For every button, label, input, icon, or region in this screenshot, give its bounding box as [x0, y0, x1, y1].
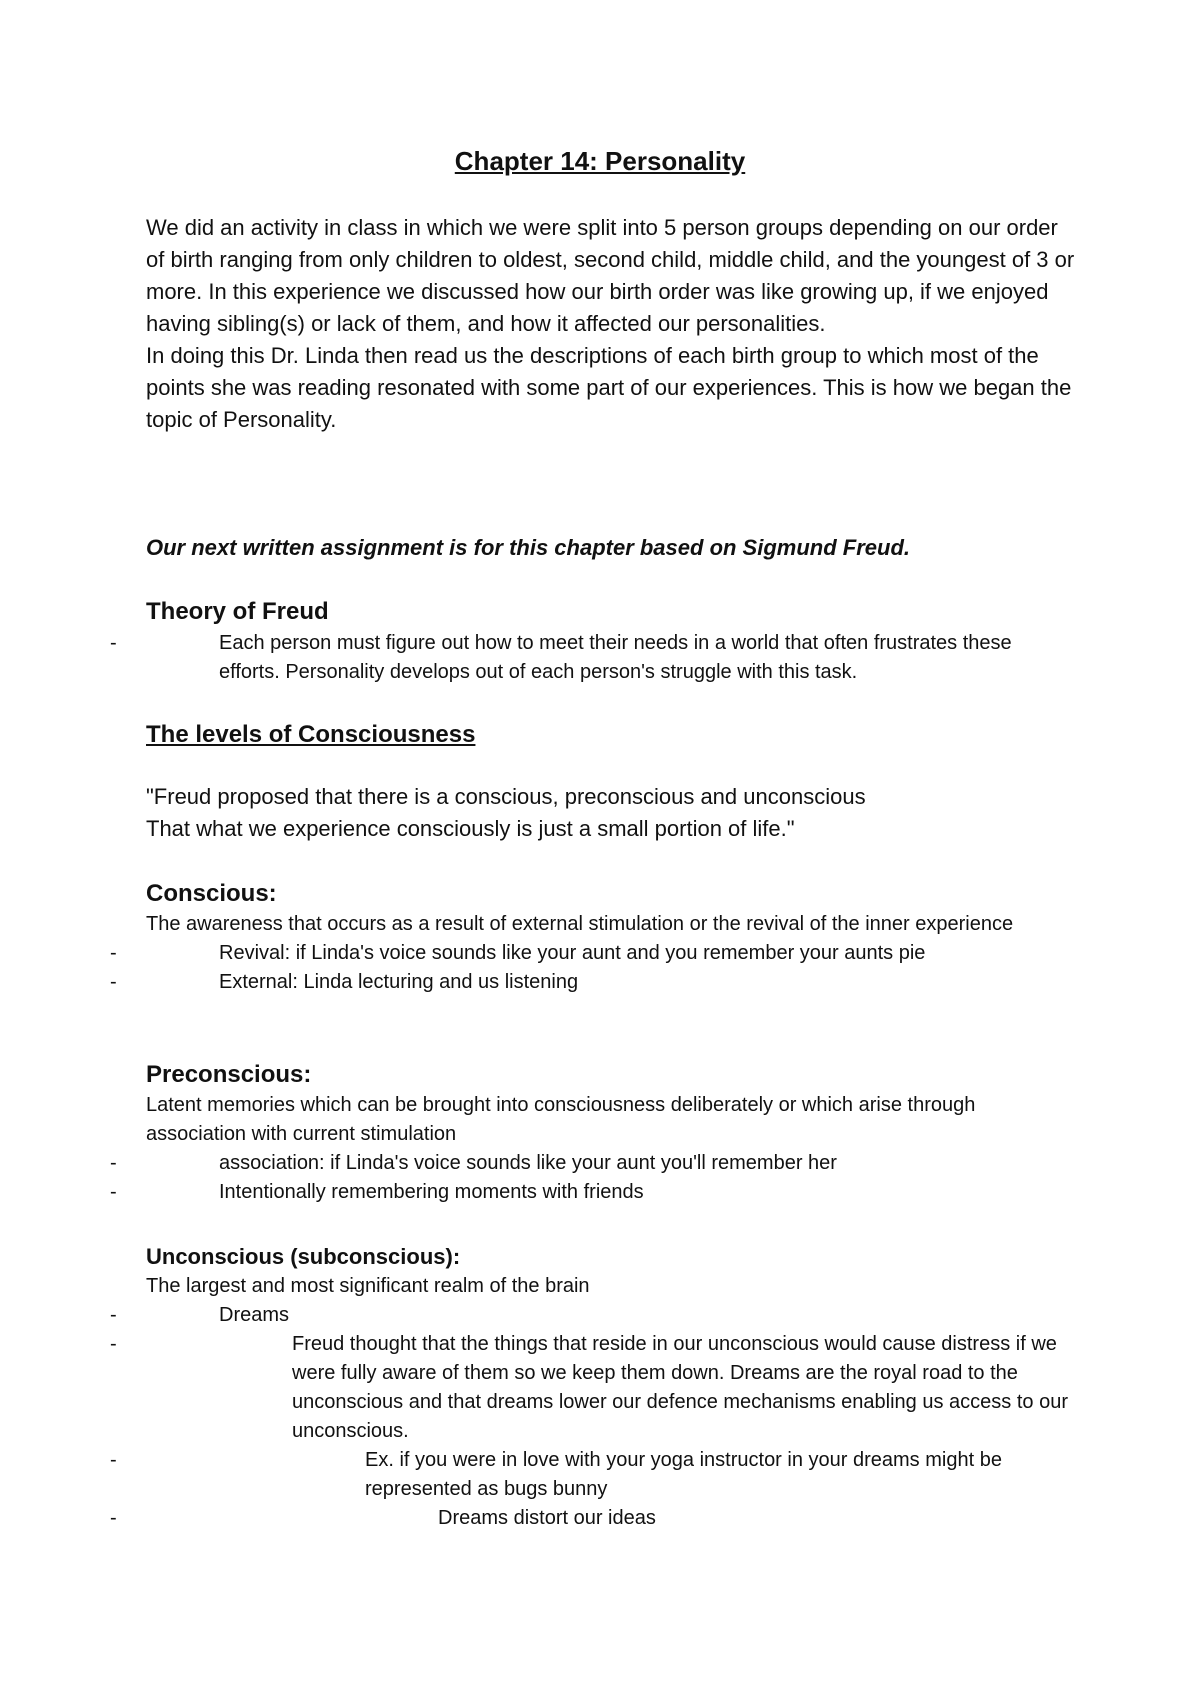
list-item: - Ex. if you were in love with your yoga instructor in your dreams might be represented as bugs bunny — [146, 1446, 1076, 1504]
levels-quote-line-2: That what we experience consciously is just a small portion of life." — [146, 816, 795, 841]
conscious-definition: The awareness that occurs as a result of external stimulation or the revival of the inner experience — [146, 913, 1014, 935]
levels-section — [146, 719, 1076, 845]
conscious-list — [146, 939, 1076, 997]
page-title: Chapter 14: Personality — [454, 146, 746, 176]
preconscious-section — [146, 1059, 1076, 1207]
preconscious-heading: Preconscious: — [146, 1061, 312, 1088]
unconscious-list — [146, 1301, 1076, 1533]
theory-heading: Theory of Freud — [146, 598, 329, 625]
intro-section — [146, 212, 1076, 436]
list-item: - Dreams distort our ideas — [146, 1504, 1076, 1533]
list-item: - Each person must figure out how to meet their needs in a world that often frustrates these efforts. Personality develops out of each person's struggle with this task. — [146, 629, 1076, 687]
levels-heading: The levels of Consciousness — [146, 721, 476, 748]
list-item: - Freud thought that the things that reside in our unconscious would cause distress if we were fully aware of them so we keep them down. Dreams are the royal road to the unconscious and that dreams lower our defence mechanisms enabling us access to our unconscious. — [146, 1330, 1076, 1446]
assignment-note: Our next written assignment is for this chapter based on Sigmund Freud. — [146, 535, 910, 560]
theory-list — [146, 629, 1076, 687]
list-item: - association: if Linda's voice sounds like your aunt you'll remember her — [146, 1149, 1076, 1178]
conscious-section — [146, 878, 1076, 997]
list-item: - Dreams — [146, 1301, 1076, 1330]
unconscious-heading: Unconscious (subconscious): — [146, 1244, 461, 1269]
levels-quote-line-1: "Freud proposed that there is a conscious, preconscious and unconscious — [146, 784, 866, 809]
preconscious-definition: Latent memories which can be brought into consciousness deliberately or which arise through association with current stimulation — [146, 1094, 976, 1145]
list-item: - External: Linda lecturing and us listening — [146, 968, 1076, 997]
intro-paragraph-2: In doing this Dr. Linda then read us the descriptions of each birth group to which most of the points she was reading resonated with some part of our experiences. This is how we began the topic of Personality. — [146, 343, 1072, 432]
conscious-heading: Conscious: — [146, 880, 277, 907]
unconscious-definition: The largest and most significant realm of the brain — [146, 1275, 590, 1297]
theory-section — [146, 596, 1076, 687]
list-item: - Intentionally remembering moments with friends — [146, 1178, 1076, 1207]
intro-paragraph-1: We did an activity in class in which we were split into 5 person groups depending on our order of birth ranging from only children to oldest, second child, middle child, and the youngest of 3 or more. In this experience we discussed how our birth order was like growing up, if we enjoyed having sibling(s) or lack of them, and how it affected our personalities. — [146, 215, 1075, 336]
preconscious-list — [146, 1149, 1076, 1207]
unconscious-section — [146, 1242, 1076, 1533]
list-item: - Revival: if Linda's voice sounds like your aunt and you remember your aunts pie — [146, 939, 1076, 968]
